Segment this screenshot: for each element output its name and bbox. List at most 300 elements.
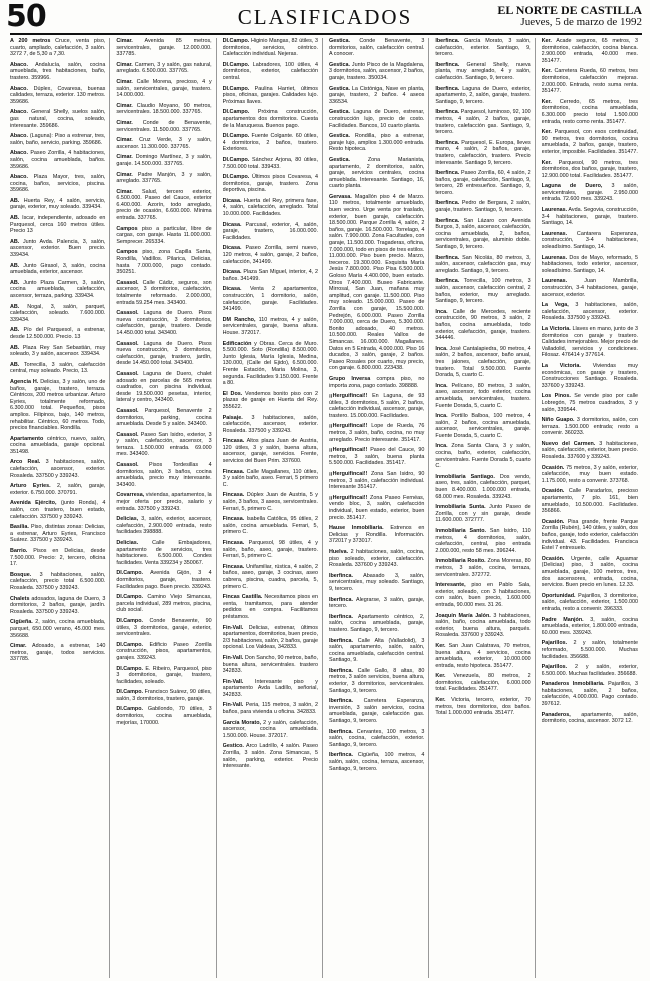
classified-ad	[223, 157, 318, 170]
ad-body: piso en Pablo Sala, exterior, soleado, con 3 habitaciones, con salón, buen precio, 1.600.000 entrada, 90.000 mes. 31 26.	[435, 582, 531, 608]
ad-heading: Iberfinca.	[329, 752, 353, 759]
ad-body: Calle de Mercedes, reciente construcción, 90 metros, 3 salón, 2 baños, cocina amueblada, todo exterior, calefacción, garaje, trastero. 344446.	[435, 308, 531, 342]
ad-body: Zona Moreras, 80 metros, 3 salón, cocina, terraza, servicentrales. 372772.	[435, 558, 531, 578]
ad-body: Parquesol, E. Europa, lleves mano, 4 salón, 2 baños, garaje, trastero, calefacción, trastero. Precio interesante. Santiago 9, tercero.	[435, 139, 531, 166]
ad-heading: Laurenas.	[541, 207, 568, 214]
ad-heading: DI.Campo.	[222, 174, 250, 181]
ad-heading: Gestica.	[329, 109, 350, 116]
ad-heading: Fincasa.	[222, 468, 245, 475]
ad-body: Zona Paseo Fernéas, vendo bloc, 3, salón, calefacción individual, buen estado, exterior, buen precio. 351417.	[329, 494, 425, 521]
classified-ad	[223, 174, 318, 194]
ad-body: Necesitamos pisos en venta, tramitamos, para atender pedidos en compra. Facilitamos préstamos.	[222, 594, 318, 620]
ad-body: Huerta Rey, 4 salón, servicio, garaje, exterior, muy soleado. 339434.	[10, 197, 106, 211]
classified-ad	[10, 327, 105, 340]
classified-ad	[223, 222, 318, 242]
ad-body: Pisos en Delicias, desde 7.500.000. Precio: 2, tercero, oficina 17.	[10, 548, 106, 568]
ad-heading: AB.	[10, 262, 20, 269]
classified-ad	[10, 215, 105, 235]
ad-body: En Laguna, de 93 útiles, 3 dormitorios, 5 salón, 2 baños, calefacción individual, ascensor, garaje, trastero. 15.000.000. Facilidades.	[329, 393, 425, 419]
ad-body: Junto Paseo de Zorrilla, con y sin garaje, desde 11.600.000. 372777.	[435, 504, 531, 524]
ad-body: Vendemos bonito piso con 2 plazas de garaje en Huerta del Rey. 355622.	[222, 390, 318, 410]
ad-heading: Inca.	[435, 443, 448, 450]
ad-body: 3 habitaciones, salón, calefacción, exterior, buen precio. Rosaleda. 337600 y 339243.	[541, 440, 638, 461]
ad-heading: Cimar.	[116, 154, 133, 161]
classified-ad	[435, 38, 530, 58]
ad-heading: Apartamento	[10, 435, 44, 442]
newspaper-name: EL NORTE DE CASTILLA	[497, 3, 642, 17]
ad-body: compra piso, no importa zona, pago contado. 398888.	[329, 375, 425, 389]
ad-body: 2 y salón, calefacción, ascensor, cocina amueblada. 1.500.000. House. 372017.	[222, 719, 318, 739]
classified-ad	[329, 752, 424, 772]
classified-ad	[223, 245, 318, 265]
ad-body: Laguna de Duero, chalet adosado en parcelas de 565 metros cuadrados, con piscina individual, desde 19.500.000 pesetas, interior, lateral y centro, 343400.	[116, 370, 212, 404]
ad-body: Próxima construcción, apartamentos dos dormitorios. Cuesta de la Maruquesa. Buenos pago.	[222, 109, 318, 129]
ad-body: Junto Girasol, 3, salón, cocina amueblada, exterior, ascensor.	[10, 262, 106, 276]
ad-body: 2 y salón, totalmente reformado, 5.500.000. Muchas facilidades. 356688.	[541, 640, 638, 660]
ad-body: Carretera Esperanza, inversión, 3 salón servicios, cocina amueblada, garaje, calefacción gas. Santiago, 9, tercero.	[329, 698, 425, 725]
ad-body: Calle Embajadores, apartamento de servicios, tres habitaciones. 6.500.000. Condes facilidades. Venta 339234 y 350067.	[116, 540, 212, 566]
ad-body: viviendas, apartamentos, la mejor oferta por precio, salario y entrada. 337500 y 339243.	[116, 492, 212, 512]
classified-ad	[116, 516, 211, 536]
ad-heading: Bosque.	[10, 571, 32, 578]
ad-body: Viviendas muy económicas, con garaje y trastero, Construcciones Santiago. Rosaleda. 337600 y 339243.	[541, 362, 638, 389]
ad-heading: Agencia H.	[10, 378, 39, 385]
ad-heading: Iberfinca.	[329, 596, 353, 603]
ad-heading: Ocasión.	[541, 488, 565, 495]
classified-ad	[116, 594, 211, 614]
classified-ad	[223, 720, 318, 740]
ad-body: (Laguna): Piso a estrenar, tres, salón, baño, servicio, parking. 359686.	[10, 133, 106, 146]
ad-body: Cervantes, 100 metros, 3 salón, cocina, calefacción, exterior. Santiago, 9, tercero.	[329, 728, 425, 748]
classified-ad	[223, 341, 318, 387]
ad-heading: Iberfinca.	[329, 613, 353, 620]
ad-body: Parcusal, exterior, 4, salón, garaje, trastero, 16.000.000. Facilidades.	[222, 221, 318, 241]
classified-ad	[329, 38, 424, 58]
classified-ad	[435, 413, 530, 439]
ad-body: Salud, tercero exterior, 6.500.000. Paseo del Cauce, exterior 6.400.000. Azorín, todo arreglado, precio de ocasión, 6.600.000. Mínima entrada. 337765.	[116, 188, 212, 222]
ad-heading: La Vega,	[541, 302, 569, 309]
ad-body: Don Sancho, 90 metros, baño, buena altura, servicentrales. trastero 342833.	[222, 654, 318, 675]
ad-body: Pío del Parquesol, a estrenar, desde 12.500.000. Precio. 13	[10, 327, 106, 340]
classified-ad	[223, 655, 318, 675]
classified-ad	[223, 109, 318, 129]
classified-ad	[435, 582, 530, 608]
classified-ad	[542, 183, 638, 203]
classified-ad	[542, 681, 638, 707]
classified-ad	[435, 643, 530, 669]
classified-ad	[435, 697, 530, 717]
classified-ad	[542, 519, 638, 552]
ad-heading: Casasol.	[116, 279, 139, 286]
ad-body: E. Ribeiro, Parquesol, piso 3 dormitorios, garaje, trastero, facilidades, soleado.	[116, 665, 212, 685]
ad-body: Cantarera Esperanza, construcción, 3-4 habitaciones, soleadísimo. Santiago, 14.	[541, 230, 638, 251]
ad-body: Portillo Balboa, 100 metros, 4 salón, 2 baños, cocina amueblada, ascensor, servicentrales, garaje. Fuente Dorada, 5, cuarto C.	[435, 413, 531, 439]
ad-heading: La Victoria.	[541, 325, 571, 332]
ad-body: Venezuela, 80 metros, 2 dormitorios, calefacción, 6.000.000 total. Facilidades. 351477.	[435, 673, 531, 693]
ad-body: Zona Santa Clara, 3 y salón, cocina, baño, exterior, calefacción, servicentrales. Fuente Dorada 5, cuarto C.	[435, 443, 531, 470]
ad-heading: Abaco.	[10, 85, 28, 92]
ad-body: Delicias, 3 y salón, uno de baños, garaje, trastero, terraza. Céntricos, 200 metros urbanizar. Arturo Eyries, totalmente reformado, 6.300.000 total. Pequeños, pisos amplios. Filipinos, bajo, 140 metros, rehabilitar. Céntrico, 60 metros. Todo, precios financiables. Rondilla.	[10, 378, 106, 432]
classified-ad	[116, 570, 211, 590]
ad-heading: Ker.	[435, 673, 446, 680]
ad-heading: Cimar.	[116, 38, 133, 44]
ad-heading: Abaco.	[10, 109, 28, 116]
ad-body: Fuente Colgante. 60 útiles, 4 dormitorios, 2 baños, trastero. Exteriores.	[222, 133, 318, 153]
classified-ad	[435, 86, 530, 106]
ad-body: Torrecilla, 3 salón, calefacción central, muy soleado. Precio, 13.	[10, 361, 106, 375]
ad-heading: Ocasión.	[541, 555, 565, 562]
ad-column	[223, 38, 323, 978]
ad-heading: Iberfinca.	[435, 38, 460, 44]
classified-ad	[10, 459, 105, 479]
ad-heading: Fin-Vall.	[222, 678, 244, 685]
ad-body: San Lázaro con Avenida Burgos, 3, salón, ascensor, calefacción, cocina amueblada, 2, baños, servicentrales, garaje, aluminio doble. Santiago, 9, tercero.	[435, 217, 531, 251]
ad-body: Avda. Segovia, construcción, 3-4 habitaciones, garaje, trastero. Santiago, 14.	[541, 207, 638, 227]
classified-ad	[10, 362, 105, 375]
ad-heading: Iberfinca.	[435, 139, 460, 146]
publication-date: Jueves, 5 de marzo de 1992	[520, 16, 642, 28]
ad-heading: Cigüeña.	[10, 619, 33, 626]
classified-ad	[10, 133, 105, 146]
classified-ad	[116, 249, 211, 275]
ad-body: Isabella Católica, 95 útiles, 2 salón, cocina amueblada. Ferrari, 5, primero C.	[222, 516, 318, 536]
ad-body: Paseo Zorrilla, 4 habitaciones, salón, cocina amueblada, baños. 359686.	[10, 150, 106, 170]
ad-body: Rondilla, piso a estrenar, garaje lujo, amplios 1.300.000 entrada. Resto hipoteca.	[329, 133, 425, 153]
ad-heading: Barrio.	[10, 548, 28, 554]
classified-ad	[542, 207, 638, 227]
ad-body: Pajarillos, 3 habitaciones, salón, 2 baños, calefacción, 4.000.000. Pago contado. 397612.	[541, 681, 638, 708]
ad-heading: Dicasa.	[222, 221, 242, 228]
ad-heading: AB.	[10, 327, 20, 334]
ad-body: Parquesol, Benavente 2 dormitorios, parking, cocina amueblada. Desde 5 y salón. 343400.	[116, 407, 212, 428]
ad-heading: Inca.	[435, 308, 448, 315]
classified-ad	[223, 198, 318, 218]
classified-ad	[10, 483, 105, 496]
ad-heading: Pajarillos.	[541, 664, 568, 671]
ad-body: piso a particular, libre de cargas, con garaje. Hasta 11.000.000. Semprecer. 265334.	[116, 225, 212, 245]
classified-ad	[10, 239, 105, 259]
ad-heading: Casasol.	[116, 310, 139, 317]
ad-body: Pajarillos, 3 dormitorios, salón, calefacción, exterior, 1.500.000 entrada, resto a convenir. 396333.	[541, 592, 638, 612]
ad-body: Peria, 115 metros, 3 salón, 2 baños, para vivienda u oficina. 342833.	[222, 702, 318, 716]
classified-ad	[116, 137, 211, 150]
classified-ad	[116, 432, 211, 458]
ad-body: Avenida 85 metros, servicentrales, garaje. 12.000.000. 337785.	[116, 38, 212, 58]
ad-heading: García Morato,	[222, 719, 262, 726]
ad-heading: AB.	[10, 303, 20, 310]
classified-ad	[223, 492, 318, 512]
classified-ad	[435, 309, 530, 342]
section-title: CLASIFICADOS	[237, 5, 413, 29]
ad-body: Parquesol, con esos continuidad, 90 metros, tres dormitorios, cocina amueblada, 2 baños, garaje, trastero, exterior, imposible. Facilidades. 351477.	[541, 129, 638, 155]
ad-heading: Ker.	[541, 129, 552, 136]
ad-body: Junto Plaza Carmen, 3, salón, cocina amueblada, calefacción, ascensor, terraza, parking. 339434.	[10, 279, 106, 299]
classified-ad	[542, 302, 638, 322]
ad-body: Se vende piso por calle Lobregón, 75 metros cuadrados, 3 y salón, 339544.	[541, 393, 638, 413]
ad-heading: Casasol.	[116, 340, 139, 347]
ad-heading: Cimar.	[116, 188, 133, 195]
ad-heading: Gestico.	[222, 743, 244, 750]
ad-heading: AB.	[10, 279, 20, 286]
classified-ad	[223, 415, 318, 435]
classified-ad	[116, 172, 211, 185]
classified-ad	[329, 729, 424, 749]
ad-body: Pedro de Bergara, 2 salón, garaje, trastero. Santiago, 9, tercero.	[435, 200, 531, 214]
ad-body: Laguna de Duero, estrenar, construcción lujo, precio de costo. Facilidades. Bancos, 10 cuarto planta.	[329, 109, 425, 129]
ad-body: Magallón piso 4 de Marzo. 110 metros, totalmente amueblado, buen vecino. Urge venta por traslado, exterior, buen garaje, calefacción. 18.500.000. Parque Zorrilla 4, salón, 2 baños, garaje. 16.500.000. Torrelago, 4 salón. 7.900.000. Zona Facultades, con garaje, 11.500.000. Tragaderas, oficina, 7.000.000, todo en pisos de tres estilos. 11.000.000. Piso buen precio. Marzo, treceros. 19.300.000. Exquisita María Jesús 7.800.000. Piso Pisa 6.500.000. Goloso María 4.400.000, buen estado. Otros 7.400.000. Buseo Fabricante. Mirrosal, San Juan, mañana muy amplitud, con garaje. 11.500.000. Piso muy soleado. 15.000.000. Paseo de Zorrilla con garaje, 15.500.000. Pedrejón, 6.000.000. Paseo Zorrilla 7.000.000, cerca de Duero, 5.300.000. Bonito adosado, 40 metros. 10.500.000. Reales Vallos de Simancas. 16.000.000. Magallanes. Datos en 5 Entrada, 4.000.000. Piso 16 ducados, 3 salón, garaje, 2 baños. Paseo Rosales por cuarto, muy precio, con garaje. 6.800.000. 223438.	[329, 193, 425, 372]
ad-heading: El Dos.	[222, 390, 243, 397]
ad-heading: Laguna de Duero,	[541, 183, 603, 190]
ad-heading: Joaquín María Jalón.	[435, 612, 491, 619]
classified-ad	[10, 174, 105, 194]
ad-heading: Iberfinca.	[329, 667, 353, 674]
classified-ad	[542, 129, 638, 155]
classified-ad	[116, 341, 211, 367]
ad-body: Conde Benavente, 3 dormitorios, salón, calefacción central. A conocer.	[329, 38, 425, 58]
ad-heading: Inmobiliaria Sunta.	[435, 504, 486, 511]
ad-heading: Cimar.	[116, 119, 133, 126]
ad-heading: Ker.	[541, 38, 552, 44]
ad-heading: Gestica.	[329, 156, 350, 163]
ad-heading: Covarresa,	[116, 492, 145, 499]
ad-body: Labradores, 100 útiles, 4 dormitorios, exterior, calefacción central.	[222, 61, 318, 81]
classified-ad	[116, 38, 211, 58]
classified-ad	[329, 549, 424, 569]
ad-heading: Campos	[116, 225, 138, 232]
classified-ad	[223, 133, 318, 153]
ad-heading: Gestica.	[329, 85, 350, 92]
ad-heading: Ocasión.	[541, 464, 565, 471]
ad-heading: Casasol.	[116, 370, 139, 377]
classified-ad	[223, 269, 318, 282]
ad-heading: Dicasa.	[222, 286, 242, 293]
ad-body: Zona San Isidro, 90 metros, 3 salón, calefacción individual. Interesante 351417.	[329, 471, 425, 491]
ad-heading: Abaco.	[10, 133, 28, 140]
ad-body: Laguna de Duero. Pisos nueva construcción, 3 dormitorios, calefacción, garaje, trastero. Desde 14.450.000 total. 343400.	[116, 310, 212, 336]
ad-body: Últimos pisos Covaresa, 4 dormitorios, garaje, trastero. Zona deportiva, piscina.	[222, 174, 318, 194]
ad-column	[435, 38, 535, 978]
classified-ad	[542, 640, 638, 660]
ad-body: Piso, distintas zonas: Delicias, a estrenar, Arturo Eyries, Francisco Suárez. 337500 y 339243.	[10, 524, 106, 544]
ad-heading: Casasol.	[116, 431, 139, 438]
classified-ad	[116, 62, 211, 75]
ad-heading: La Victoria.	[541, 362, 581, 369]
ad-heading: DI.Campo.	[222, 61, 250, 68]
ad-heading: Iberfinca.	[435, 85, 460, 92]
classified-ad	[542, 231, 638, 251]
classified-ad	[10, 572, 105, 592]
ad-body: Abasado 3, salón, servicentrales, muy soleado. Santiago, 9, tercero.	[329, 572, 425, 592]
ad-body: Pisos Tordesillas 4 dormitorios, salón, 3 baños, cocina amueblada, precio muy interesante. 343400.	[116, 462, 212, 488]
ad-heading: Arco Real.	[10, 459, 41, 466]
ad-heading: DI.Campo.	[116, 570, 143, 577]
ad-body: Delicias, estrenar, últimos apartamentos, dormitorios, buen precio, 2/3 habitaciones, salón, 2 baños, garaje opcional. Los Valdeas, 342833.	[222, 624, 318, 651]
ad-heading: Iberfinca.	[435, 278, 460, 285]
ad-heading: DI.Campo.	[222, 38, 250, 44]
ad-body: apartamento, salón, dormitorio, cocina, ascensor. 3072 12.	[541, 711, 638, 725]
ad-heading: Paisaje.	[222, 414, 243, 421]
ad-heading: Dicasa.	[222, 245, 242, 252]
ad-heading: Abaco.	[10, 174, 28, 181]
ad-heading: Fincas Castilla.	[222, 594, 263, 601]
ad-heading: AB.	[10, 215, 20, 222]
ad-body: Venta 2 apartamentos, construcción, 1 dormitorio, salón, calefacción, garaje. Facilidades. 341499.	[222, 286, 318, 313]
ad-body: Torrecilla, 100 metros, 3 salón, ascensor, calefacción central, 2 baños, exterior, muy arreglado. Santiago, 9, tercero.	[435, 278, 531, 305]
ad-body: Alegrarse, 3 salón, garaje, tercero.	[329, 596, 425, 610]
ad-body: Carretera Rueda, 60 metros, tres dormitorios, calefacción mejoras. 2.000.000. Entrada, resto suma renta. 351477.	[541, 68, 638, 95]
ad-column	[10, 38, 110, 978]
ad-heading: DI.Campo.	[116, 594, 143, 601]
classified-ad	[435, 528, 530, 554]
ad-heading: Ker.	[435, 697, 446, 704]
classified-ad	[542, 38, 638, 64]
ad-body: Junto Pisco de la Magdalena, 3 dormitorios, salón, ascensor, 2 baños, garaje, trastero. 350034.	[329, 61, 425, 81]
ad-heading: Hause Inmobiliaria.	[329, 525, 384, 532]
classified-columns	[10, 38, 642, 978]
classified-ad	[10, 109, 105, 129]
classified-ad	[223, 391, 318, 411]
ad-heading: Basilia.	[10, 524, 29, 531]
ad-body: Calle Magallanes, 110 útiles, 3 y salón baño, aseo. Ferrari, 5 primero C.	[222, 468, 318, 488]
classified-ad	[116, 706, 211, 726]
classified-ad	[116, 120, 211, 133]
ad-body: Camino Viejo Simancas, parcela individual, 289 metros, piscina, club social.	[116, 594, 212, 614]
ad-body: Higinio Mangas, 82 útiles, 3 dormitorios, servicios, céntrico. Calefacción individual. Nejeras.	[222, 38, 318, 58]
ad-heading: Fin-Vall.	[222, 702, 244, 709]
ad-body: 3, salón, cocina amueblada, exterior, 1.800.000 entrada, 60.000 mes. 339243.	[541, 616, 638, 636]
classified-ad	[223, 62, 318, 82]
ad-body: Pelícano, 80 metros, 3 salón, aseo, ascensor, todo exterior, cocina amueblada, servicentrales, trastero. Fuente Dorada, 5, cuarto C.	[435, 382, 531, 409]
ad-body: Plaza Rey San Sebastián, muy soleado, 3 y salón, ascensor. 339434.	[10, 344, 106, 358]
classified-ad	[10, 643, 105, 663]
classified-ad	[329, 471, 424, 491]
header-rule	[10, 33, 642, 35]
classified-ad	[329, 698, 424, 724]
ad-body: Cruce, venta piso, cuarto, ampliado, calefacción, 3 salón. 3272 7, de 5,30 a 7,30.	[10, 38, 106, 58]
ad-heading: DI.Campo.	[222, 85, 250, 92]
ad-body: San Isidro, 110 metros, 4 dormitorios, salón, calefacción, central, piso entrada 2.000.000, resto 58 mes. 396244.	[435, 528, 531, 554]
ad-heading: Iberfinca.	[435, 61, 460, 68]
ad-body: Paulina Harriet, últimos pisos, oficinas, garajes. Calidades lujo. Próximas llaves.	[222, 85, 318, 105]
ad-heading: Fincasa.	[222, 492, 245, 499]
ad-body: Calle Alta (Valladolid), 3 salón, apartamento, salón, salón, cocina amueblada, calefacción central. Santiago, 9.	[329, 637, 425, 664]
ad-body: Carmen, 3 y salón, gas natural, arreglado. 6.500.000. 337765.	[116, 61, 212, 75]
ad-heading: Abaco.	[10, 150, 28, 157]
classified-ad	[223, 38, 318, 58]
classified-ad	[116, 371, 211, 404]
classified-ad	[10, 524, 105, 544]
ad-body: Parquesol, luminoso, 92, 100 metros, 4 salón, 2 baños, garaje, trastero, calefacción gas. Santiago, 9, tercero.	[435, 109, 531, 136]
classified-ad	[223, 679, 318, 699]
ad-heading: Inmobiliaria Rosito.	[435, 558, 486, 565]
classified-ad	[10, 198, 105, 211]
ad-heading: Interesante,	[435, 582, 466, 589]
ad-body: 2, salón, garaje, exterior. 6.750.000. 370791.	[10, 483, 106, 496]
classified-ad	[10, 619, 105, 639]
ad-column	[116, 38, 216, 978]
ad-body: Dúplex, Covaresa, buenas calidades, terraza, exterior. 130 metros. 359686.	[10, 85, 106, 105]
ad-body: Unifamiliar, rústica, 4 salón, 2 baños, aseo, garaje, 3 cocinas, aseo cabrera, piscina, cuadra, parcela, 5, primero C.	[222, 563, 318, 590]
ad-body: 3, salón, exterior, ascensor, calefacción, 2.900.000 entrada, resto facilidades 398888.	[116, 516, 212, 536]
ad-heading: Iberfinca.	[329, 637, 353, 644]
classified-ad	[435, 443, 530, 469]
ad-body: Junto Avda. Palencia, 3, salón, ascensor, exterior. Buen precio. 339434.	[10, 238, 106, 259]
ad-heading: Cimar.	[116, 61, 133, 68]
ad-body: piso, zona Capilla Santa, Rondilla, Vadillos. Pilarica, Delicias, hasta 7.000.000, pago contado. 350251.	[116, 249, 212, 276]
classified-ad	[435, 504, 530, 524]
ad-heading: Chalets	[10, 595, 30, 602]
ad-heading: Fincasa.	[222, 563, 245, 570]
ad-heading: Iberfinca.	[329, 572, 353, 579]
classified-ad	[10, 150, 105, 170]
ad-body: Laguna de Duero. Pisos nueva construcción, 3 dormitorios, calefacción, garaje, trastero, jardín, desde 14.450.000 total. 343400.	[116, 340, 212, 367]
ad-body: Arco Ladrillo, 4 salón. Paseo Zorrilla, 3 salón. Zona Simancas, 5 salón, parking, exterior. Precio interesante.	[222, 743, 318, 770]
ad-heading: Inca.	[435, 413, 448, 420]
ad-heading: Dicasa.	[222, 197, 242, 204]
ad-heading: Nuevo del Carmen.	[541, 440, 596, 447]
ad-heading: DI.Campo.	[222, 109, 250, 116]
ad-heading: Edificación	[222, 340, 252, 347]
classified-ad	[435, 673, 530, 693]
classified-ad	[10, 596, 105, 616]
ad-heading: Niño Guapo.	[541, 417, 575, 424]
ad-heading: Fin-Vall.	[222, 654, 244, 661]
ad-body: Parquesol, 90 metros, tres dormitorios, dos baños, garaje, trastero, 12.900.000 total. Facilidades. 351477.	[541, 159, 638, 179]
ad-heading: Cimar.	[116, 171, 133, 178]
ad-heading: Fincasa.	[222, 516, 245, 523]
classified-ad	[10, 38, 105, 58]
ad-body: José Cantalapiedra, 90 metros, 4 salón, 2 baños, ascensor, baño anual, tres jalones, calefacción, garaje, trastero. Total 9.500.000. Fuente Dorada, 5, cuarto C.	[435, 345, 531, 379]
classified-ad	[435, 218, 530, 251]
classified-ad	[116, 408, 211, 428]
classified-ad	[329, 573, 424, 593]
classified-ad	[542, 255, 638, 275]
classified-ad	[223, 286, 318, 312]
classified-ad	[542, 393, 638, 413]
ad-body: Altos plaza Juan de Austria, 120 útiles, 3 y salón, buena altura, ascensor, garaje, servicios. Frente, servicios del Buen Prim. 337600.	[222, 438, 318, 465]
ad-heading: Abaco.	[10, 61, 28, 68]
ad-heading: Dicasa.	[222, 269, 242, 276]
ad-body: Sánchez Arjona, 80 útiles, 7.500.000 total. 339433.	[222, 156, 318, 170]
ad-heading: Iberfinca.	[435, 217, 460, 224]
classified-ad	[223, 540, 318, 560]
ad-body: Gabilondo, 70 útiles, 3 dormitorios, cocina amueblada, mejorías, 170000.	[116, 706, 212, 726]
classified-ad	[329, 668, 424, 694]
classified-ad	[223, 317, 318, 337]
classified-ad	[542, 556, 638, 589]
ad-body: 75 metros, 3 y salón, exterior, calefacción, muy buen estado. 1.175.000, resto a convenir. 373768.	[541, 464, 638, 484]
classified-ad	[10, 304, 105, 324]
ad-heading: Inmobiliaria Santiago.	[435, 473, 495, 480]
ad-body: General Shelly, nueva planta, muy arreglado, 4 y salón, calefacción. Santiago, 9, tercero.	[435, 61, 531, 81]
ad-heading: AB.	[10, 197, 20, 204]
ad-heading: Delicias.	[116, 540, 139, 546]
ad-body: Lope de Rueda, 76 metros, 3 salón, baño, cocina, no muy arreglado. Precio interesante. 351417.	[329, 423, 425, 443]
ad-body: 110 metros, 4 y salón, servicentrales, garaje, buena altura. House. 372017.	[222, 316, 318, 336]
ad-heading: Laurenas.	[541, 230, 568, 237]
ad-heading: Iberfinca.	[435, 170, 460, 177]
ad-body: 3 habitaciones, salón, calefacción, ascensor, exterior. Rosaleda. 337500 y 339243.	[541, 302, 638, 322]
ad-heading: AB.	[10, 344, 20, 351]
ad-body: Claudio Moyano, 90 metros, servicentrales. 18.500.000. 337765.	[116, 102, 212, 116]
classified-ad	[329, 109, 424, 129]
ad-body: Calle Paradarlos, precioso apartamento, 7 plo. 161, bien amueblado, 10.500.000. Facilidades. 356866.	[541, 488, 638, 515]
newspaper-info	[497, 4, 642, 28]
ad-body: 2, salón, cocina amueblada, parquet, 650.000 verano, 45.000 mes. 356688.	[10, 619, 106, 639]
classified-ad	[542, 465, 638, 485]
ad-body: Dos de Mayo, reformado, 5 habitaciones, todo exterior, ascensor, soleadísimo. Santiago, 14.	[541, 254, 638, 274]
ad-heading: Arturo Eyries.	[10, 483, 51, 490]
